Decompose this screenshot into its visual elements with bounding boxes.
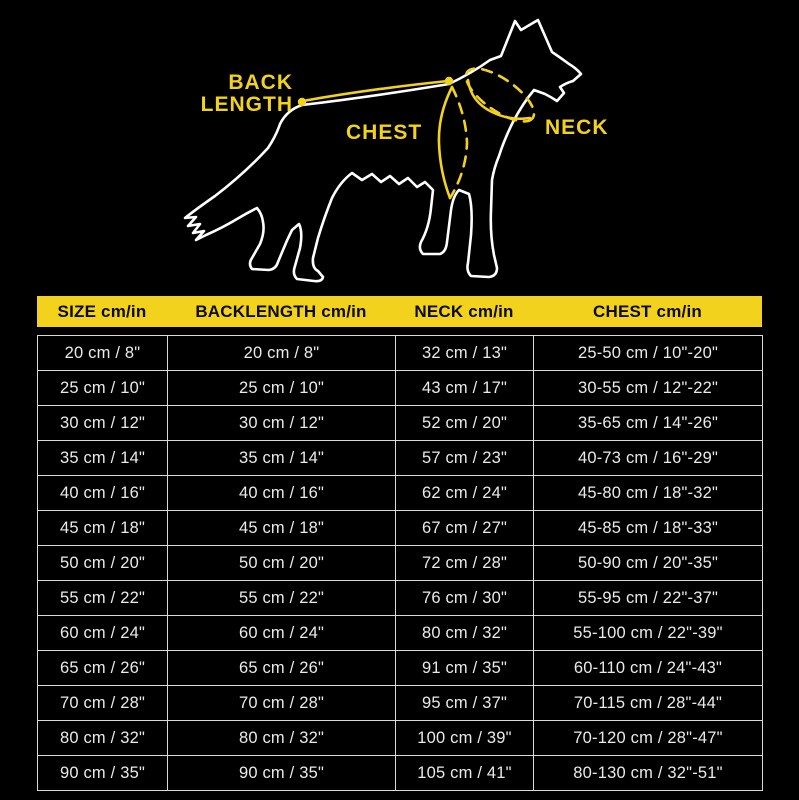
table-row	[38, 721, 763, 756]
table-header-row	[37, 296, 762, 327]
table-cell: 35-65 cm / 14"-26"	[534, 406, 763, 441]
table-cell: 62 cm / 24"	[396, 476, 534, 511]
table-cell: 55-95 cm / 22"-37"	[534, 581, 763, 616]
column-header-neck: NECK cm/in	[414, 301, 514, 321]
table-cell: 100 cm / 39"	[396, 721, 534, 756]
table-cell: 30-55 cm / 12"-22"	[534, 371, 763, 406]
chest-label: CHEST	[346, 121, 423, 144]
table-row	[38, 756, 763, 791]
table-cell: 20 cm / 8"	[168, 336, 396, 371]
dog-diagram-canvas	[0, 0, 799, 293]
table-cell: 70-120 cm / 28"-47"	[534, 721, 763, 756]
chest-girth-dashed-arc	[450, 87, 467, 198]
chest-girth-solid-arc	[439, 87, 452, 198]
table-cell: 91 cm / 35"	[396, 651, 534, 686]
table-cell: 90 cm / 35"	[38, 756, 168, 791]
table-cell: 45 cm / 18"	[38, 511, 168, 546]
back-length-end-dot	[445, 77, 453, 85]
table-cell: 60 cm / 24"	[38, 616, 168, 651]
table-cell: 76 cm / 30"	[396, 581, 534, 616]
table-cell: 50-90 cm / 20"-35"	[534, 546, 763, 581]
dog-measurement-diagram	[0, 0, 799, 293]
column-header-backlength: BACKLENGTH cm/in	[195, 301, 367, 321]
table-cell: 50 cm / 20"	[168, 546, 396, 581]
table-cell: 105 cm / 41"	[396, 756, 534, 791]
table-cell: 40-73 cm / 16"-29"	[534, 441, 763, 476]
table-row	[38, 546, 763, 581]
table-cell: 67 cm / 27"	[396, 511, 534, 546]
back-length-label-line2: LENGTH	[200, 93, 293, 116]
table-cell: 55 cm / 22"	[38, 581, 168, 616]
table-cell: 30 cm / 12"	[168, 406, 396, 441]
table-cell: 32 cm / 13"	[396, 336, 534, 371]
table-row	[38, 336, 763, 371]
table-cell: 60 cm / 24"	[168, 616, 396, 651]
table-cell: 43 cm / 17"	[396, 371, 534, 406]
column-header-size: SIZE cm/in	[57, 301, 147, 321]
dog-outline-icon	[185, 20, 581, 281]
table-row	[38, 476, 763, 511]
table-cell: 40 cm / 16"	[168, 476, 396, 511]
table-cell: 40 cm / 16"	[38, 476, 168, 511]
size-chart	[37, 296, 762, 791]
back-length-label-line1: BACK	[228, 71, 293, 94]
table-cell: 55-100 cm / 22"-39"	[534, 616, 763, 651]
neck-label: NECK	[545, 116, 609, 139]
table-cell: 95 cm / 37"	[396, 686, 534, 721]
table-cell: 80 cm / 32"	[168, 721, 396, 756]
table-row	[38, 441, 763, 476]
back-length-line	[303, 81, 448, 101]
table-cell: 70 cm / 28"	[38, 686, 168, 721]
back-length-start-dot	[298, 98, 306, 106]
table-cell: 20 cm / 8"	[38, 336, 168, 371]
table-row	[38, 686, 763, 721]
table-cell: 80-130 cm / 32"-51"	[534, 756, 763, 791]
table-row	[38, 651, 763, 686]
table-cell: 25-50 cm / 10"-20"	[534, 336, 763, 371]
table-cell: 45-80 cm / 18"-32"	[534, 476, 763, 511]
table-cell: 70 cm / 28"	[168, 686, 396, 721]
table-cell: 55 cm / 22"	[168, 581, 396, 616]
table-cell: 90 cm / 35"	[168, 756, 396, 791]
table-cell: 60-110 cm / 24"-43"	[534, 651, 763, 686]
table-cell: 25 cm / 10"	[168, 371, 396, 406]
table-row	[38, 406, 763, 441]
table-row	[38, 581, 763, 616]
table-cell: 52 cm / 20"	[396, 406, 534, 441]
table-cell: 72 cm / 28"	[396, 546, 534, 581]
table-cell: 45 cm / 18"	[168, 511, 396, 546]
table-cell: 65 cm / 26"	[38, 651, 168, 686]
table-cell: 35 cm / 14"	[168, 441, 396, 476]
size-table	[37, 335, 763, 791]
table-row	[38, 616, 763, 651]
table-row	[38, 511, 763, 546]
table-cell: 80 cm / 32"	[38, 721, 168, 756]
table-cell: 65 cm / 26"	[168, 651, 396, 686]
table-cell: 30 cm / 12"	[38, 406, 168, 441]
table-cell: 25 cm / 10"	[38, 371, 168, 406]
column-header-chest: CHEST cm/in	[593, 301, 702, 321]
table-cell: 57 cm / 23"	[396, 441, 534, 476]
table-cell: 70-115 cm / 28"-44"	[534, 686, 763, 721]
table-cell: 50 cm / 20"	[38, 546, 168, 581]
table-row	[38, 371, 763, 406]
table-cell: 45-85 cm / 18"-33"	[534, 511, 763, 546]
table-cell: 80 cm / 32"	[396, 616, 534, 651]
table-cell: 35 cm / 14"	[38, 441, 168, 476]
size-table-body	[38, 336, 763, 791]
